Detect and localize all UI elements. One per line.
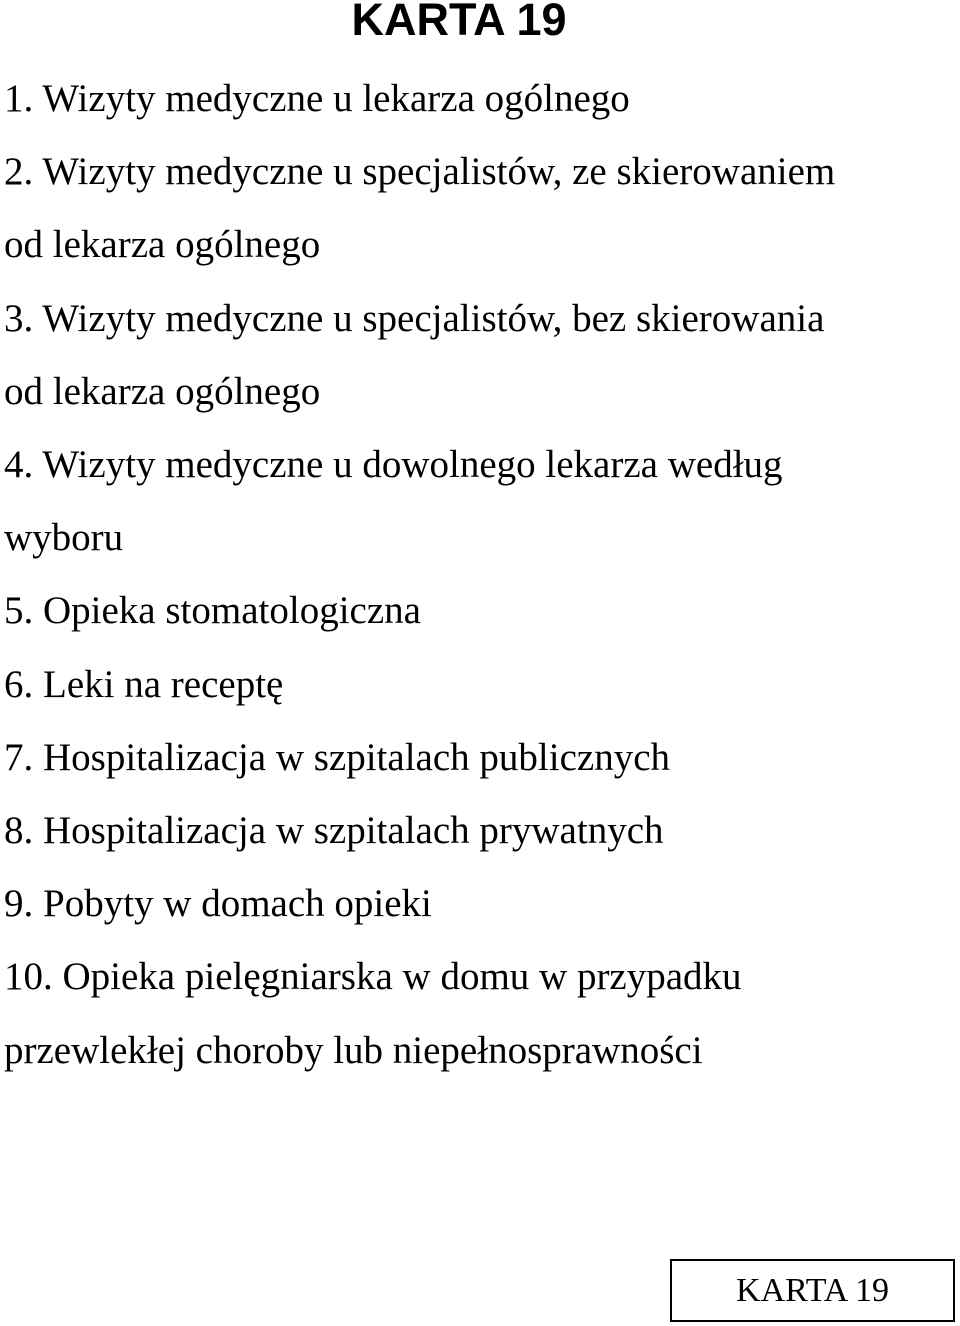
card-label-box: KARTA 19 <box>670 1259 955 1322</box>
page-title: KARTA 19 <box>351 0 567 45</box>
list-item: przewlekłej choroby lub niepełnosprawności <box>4 1028 703 1072</box>
list-item: 5. Opieka stomatologiczna <box>4 589 421 633</box>
list-item: 10. Opieka pielęgniarska w domu w przypadku <box>4 955 742 999</box>
list-item: 1. Wizyty medyczne u lekarza ogólnego <box>4 77 630 120</box>
list-item: 9. Pobyty w domach opieki <box>4 882 432 926</box>
list-item: 8. Hospitalizacja w szpitalach prywatnych <box>4 809 664 853</box>
list-item: 7. Hospitalizacja w szpitalach publicznych <box>4 735 671 779</box>
list-item: 4. Wizyty medyczne u dowolnego lekarza według <box>4 443 783 487</box>
list-item: 2. Wizyty medyczne u specjalistów, ze skierowaniem <box>4 150 836 194</box>
list-item: od lekarza ogólnego <box>4 223 321 267</box>
list-item: 6. Leki na receptę <box>4 662 284 706</box>
list-item: od lekarza ogólnego <box>4 369 321 413</box>
list-item: wyboru <box>4 516 124 560</box>
options-list <box>4 62 954 1087</box>
list-item: 3. Wizyty medyczne u specjalistów, bez skierowania <box>4 296 825 340</box>
